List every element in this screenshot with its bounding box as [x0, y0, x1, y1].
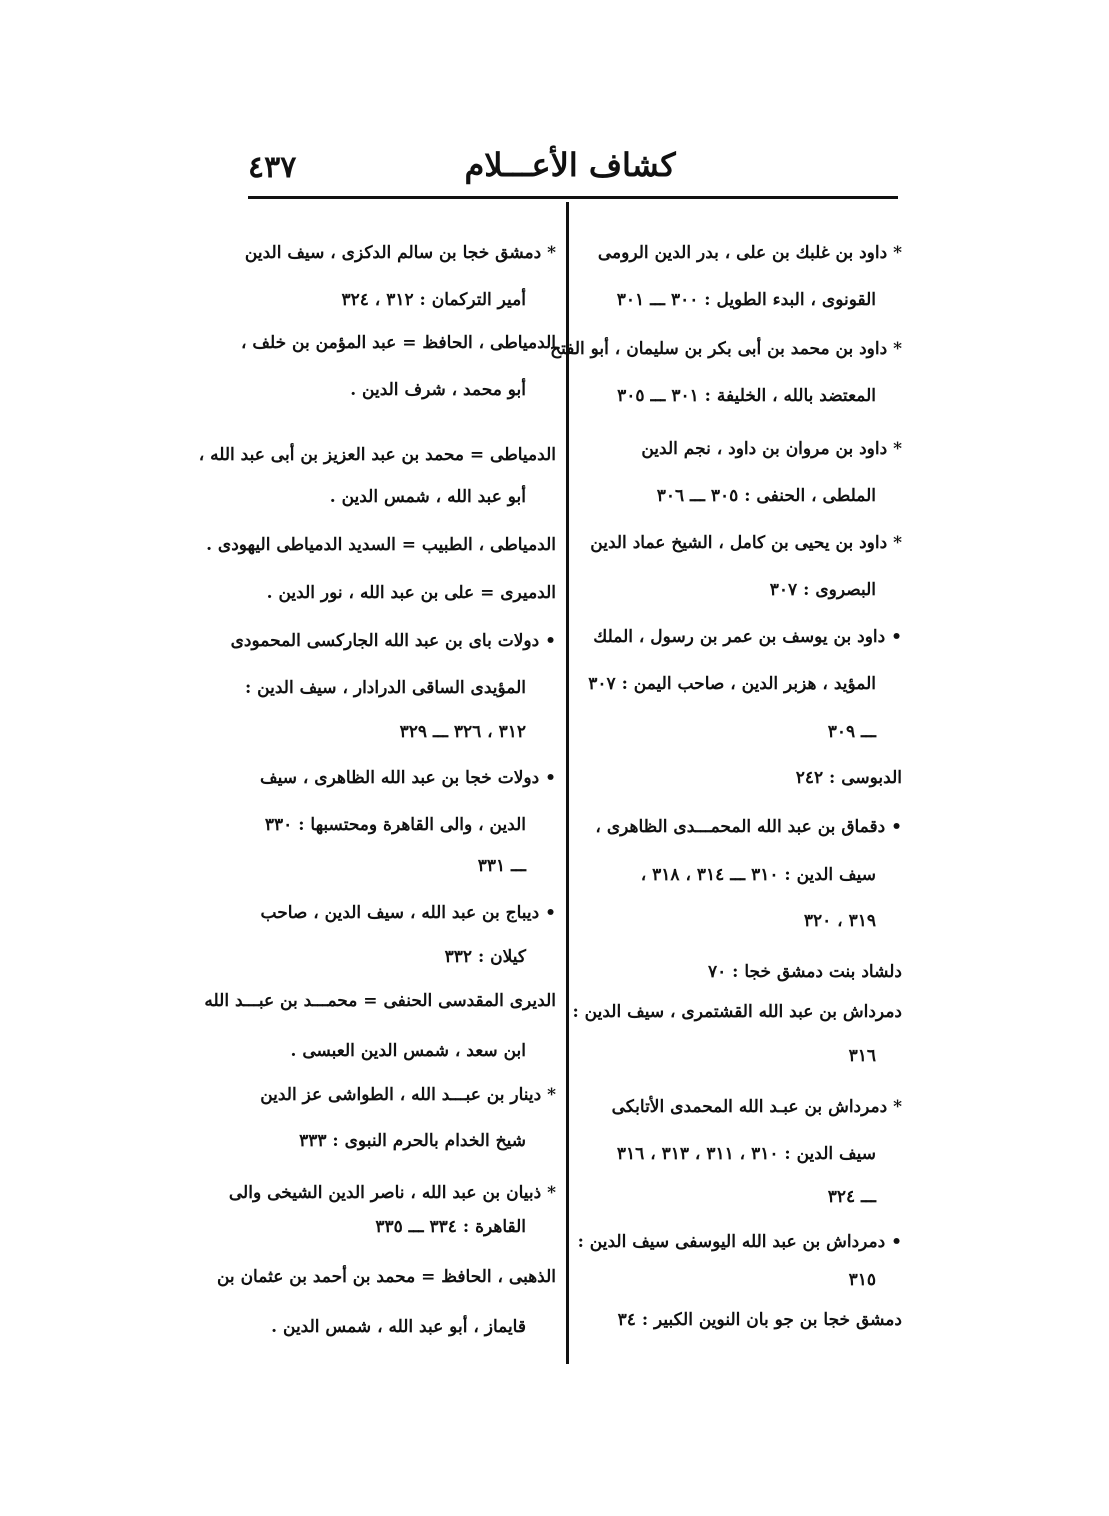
index-entry-continuation: ـــ ٣٠٩: [827, 722, 876, 742]
index-entry: * دمرداش بن عبـد الله المحمدى الأتابكى: [611, 1097, 902, 1117]
index-entry-continuation: أمير التركمان : ٣١٢ ، ٣٢٤: [341, 290, 526, 310]
index-entry-continuation: شيخ الخدام بالحرم النبوى : ٣٣٣: [299, 1131, 526, 1151]
index-entry-continuation: المعتضد بالله ، الخليفة : ٣٠١ ـــ ٣٠٥: [617, 386, 876, 406]
index-entry: دلشاد بنت دمشق خجا : ٧٠: [707, 962, 902, 982]
index-entry: * ذبيان بن عبد الله ، ناصر الدين الشيخى والى: [228, 1183, 556, 1203]
index-entry-continuation: الدين ، والى القاهرة ومحتسبها : ٣٣٠: [264, 815, 526, 835]
index-entry-continuation: الملطى ، الحنفى : ٣٠٥ ـــ ٣٠٦: [656, 486, 876, 506]
index-entry-continuation: ٣١٥: [848, 1270, 876, 1290]
column-divider: [566, 202, 569, 1364]
page-title: كشاف الأعـــلام: [464, 146, 676, 184]
index-entry: الدميرى = على بن عبد الله ، نور الدين .: [266, 583, 556, 603]
index-entry-continuation: ابن سعد ، شمس الدين العبسى .: [290, 1041, 526, 1061]
index-entry: • دولات خجا بن عبد الله الظاهرى ، سيف: [259, 768, 556, 788]
index-entry-continuation: ـــ ٣٣١: [477, 856, 526, 876]
index-entry: دمرداش بن عبد الله القشتمرى ، سيف الدين :: [572, 1002, 902, 1022]
index-entry: * داود بن يحيى بن كامل ، الشيخ عماد الدين: [590, 533, 902, 553]
index-entry-continuation: المؤيدى الساقى الدرادار ، سيف الدين :: [244, 678, 526, 698]
index-entry: الذهبى ، الحافظ = محمد بن أحمد بن عثمان بن: [216, 1267, 556, 1287]
index-entry: • ديباج بن عبد الله ، سيف الدين ، صاحب: [260, 903, 556, 923]
index-entry: دمشق خجا بن جو بان النوين الكبير : ٣٤: [617, 1310, 902, 1330]
index-entry-continuation: أبو محمد ، شرف الدين .: [350, 380, 526, 400]
header-rule: [248, 196, 898, 199]
index-entry: * دمشق خجا بن سالم الدكزى ، سيف الدين: [244, 243, 556, 263]
index-entry: * داود بن غلبك بن على ، بدر الدين الرومى: [597, 243, 902, 263]
index-entry: الديرى المقدسى الحنفى = محمـــد بن عبـــد الله: [204, 991, 556, 1011]
index-entry-continuation: سيف الدين : ٣١٠ ، ٣١١ ، ٣١٣ ، ٣١٦: [616, 1144, 876, 1164]
index-entry: الدمياطى ، الطبيب = السديد الدمياطى اليهودى .: [206, 535, 556, 555]
index-entry: • داود بن يوسف بن عمر بن رسول ، الملك: [593, 627, 902, 647]
index-entry-continuation: أبو عبد الله ، شمس الدين .: [329, 487, 526, 507]
index-entry: • دولات باى بن عبد الله الجاركسى المحمودى: [230, 631, 556, 651]
index-entry-continuation: المؤيد ، هزبر الدين ، صاحب اليمن : ٣٠٧: [588, 674, 876, 694]
index-entry: الدمياطى = محمد بن عبد العزيز بن أبى عبد الله ،: [198, 445, 556, 465]
index-entry: * داود بن مروان بن داود ، نجم الدين: [641, 439, 902, 459]
index-entry: • دقماق بن عبد الله المحمـــدى الظاهرى ،: [595, 817, 902, 837]
index-entry-continuation: كيلان : ٣٣٢: [444, 947, 526, 967]
index-entry-continuation: البصروى : ٣٠٧: [769, 580, 876, 600]
index-entry: * داود بن محمد بن أبى بكر بن سليمان ، أبو الفتح: [550, 339, 902, 359]
index-entry-continuation: سيف الدين : ٣١٠ ـــ ٣١٤ ، ٣١٨ ،: [640, 865, 876, 885]
index-entry-continuation: ٣١٦: [848, 1046, 876, 1066]
index-entry-continuation: القاهرة : ٣٣٤ ـــ ٣٣٥: [375, 1217, 526, 1237]
index-entry: * دينار بن عبـــد الله ، الطواشى عز الدين: [260, 1085, 556, 1105]
index-entry: • دمرداش بن عبد الله اليوسفى سيف الدين :: [577, 1232, 902, 1252]
index-entry-continuation: ٣١٩ ، ٣٢٠: [803, 911, 876, 931]
index-entry-continuation: القونوى ، البدء الطويل : ٣٠٠ ـــ ٣٠١: [616, 290, 876, 310]
index-entry: الدمياطى ، الحافظ = عبد المؤمن بن خلف ،: [241, 333, 556, 353]
page-number: ٤٣٧: [248, 150, 297, 185]
index-entry-continuation: قايماز ، أبو عبد الله ، شمس الدين .: [271, 1317, 526, 1337]
index-entry-continuation: ٣١٢ ، ٣٢٦ ـــ ٣٢٩: [399, 722, 526, 742]
index-entry-continuation: ـــ ٣٢٤: [827, 1187, 876, 1207]
index-entry: الدبوسى : ٢٤٢: [795, 768, 902, 788]
